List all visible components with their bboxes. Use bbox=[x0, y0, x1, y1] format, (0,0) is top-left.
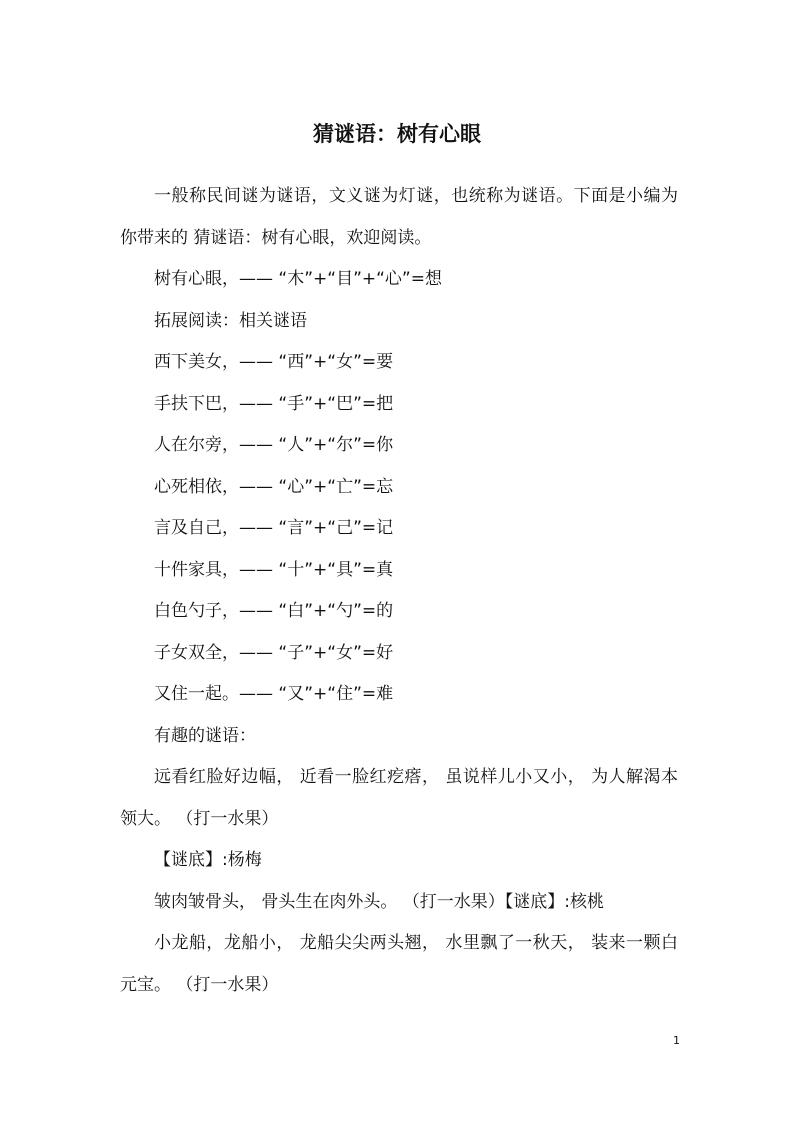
riddle-line: 心死相依，—— “心”+“亡”=忘 bbox=[154, 476, 394, 497]
intro-paragraph: 一般称民间谜为谜语，文义谜为灯谜，也统称为谜语。下面是小编为你带来的 猜谜语：树有心眼，欢迎阅读。 bbox=[120, 186, 678, 248]
document-body bbox=[120, 176, 678, 1006]
document-title: 猜谜语：树有心眼 bbox=[313, 121, 481, 146]
riddle-paragraph: 皱肉皱骨头， 骨头生在肉外头。 （打一水果）【谜底】:核桃 bbox=[154, 891, 605, 912]
riddle-line: 言及自己，—— “言”+“己”=记 bbox=[154, 518, 394, 538]
section-heading: 有趣的谜语： bbox=[154, 725, 256, 746]
riddle-line: 白色勺子，—— “白”+“勺”=的 bbox=[154, 601, 394, 621]
riddle-line: 又住一起。—— “又”+“住”=难 bbox=[154, 684, 394, 704]
riddle-line: 人在尔旁，—— “人”+“尔”=你 bbox=[154, 435, 394, 455]
riddle-paragraph: 远看红脸好边幅， 近看一脸红疙瘩， 虽说样儿小又小， 为人解渴本领大。 （打一水果） bbox=[120, 767, 678, 829]
riddle-line: 子女双全，—— “子”+“女”=好 bbox=[154, 642, 394, 663]
riddle-line: 十件家具，—— “十”+“具”=真 bbox=[154, 559, 394, 580]
riddle-paragraph: 小龙船，龙船小， 龙船尖尖两头翘， 水里飘了一秋天， 装来一颗白元宝。 （打一水果） bbox=[120, 933, 678, 995]
riddle-line: 手扶下巴，—— “手”+“巴”=把 bbox=[154, 393, 394, 414]
riddle-line: 树有心眼，—— “木”+“目”+“心”=想 bbox=[154, 269, 442, 289]
page-number: 1 bbox=[673, 1034, 680, 1047]
section-heading: 拓展阅读：相关谜语 bbox=[154, 310, 307, 331]
riddle-answer: 【谜底】:杨梅 bbox=[154, 850, 262, 870]
riddle-line: 西下美女，—— “西”+“女”=要 bbox=[154, 352, 394, 372]
